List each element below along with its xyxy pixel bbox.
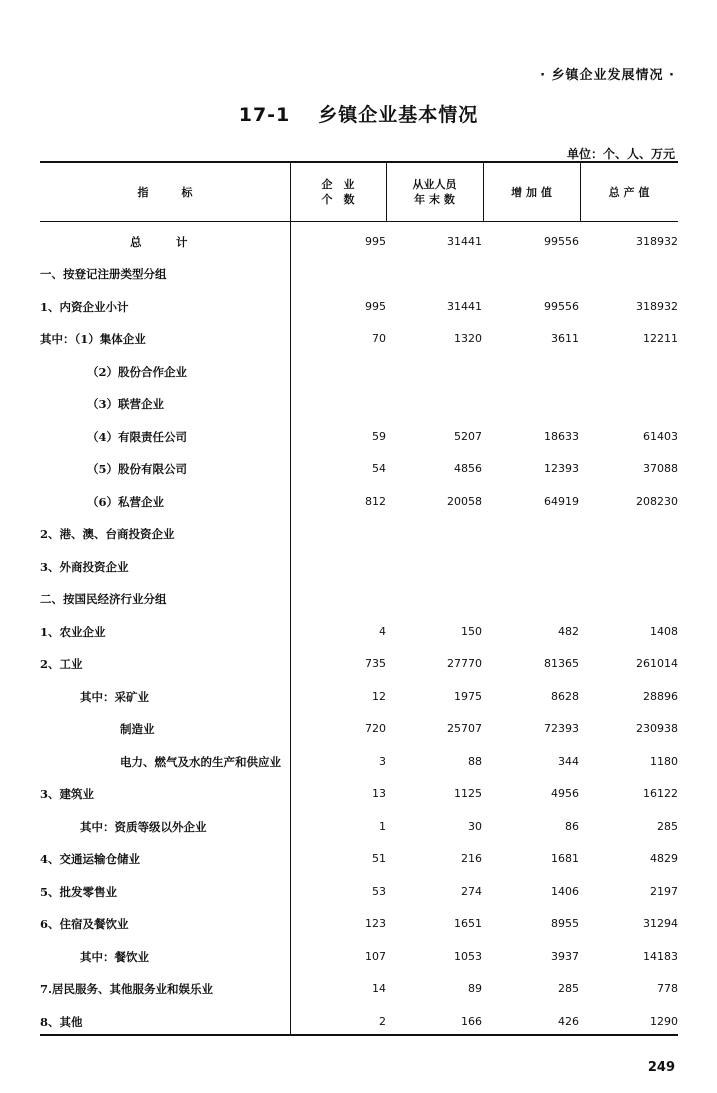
header-value-added: 增 加 值: [511, 185, 552, 199]
table-row: [40, 979, 678, 999]
row-value-c3: 4956: [551, 787, 579, 800]
table-row: [40, 882, 678, 902]
header-gross-output: 总 产 值: [608, 185, 650, 199]
row-value-c2: 216: [461, 852, 482, 865]
row-value-c2: 5207: [454, 430, 482, 443]
row-value-c4: 1180: [650, 755, 678, 768]
table-row: [40, 459, 678, 479]
running-header: · 乡镇企业发展情况 ·: [540, 68, 675, 83]
row-label: 6、住宿及餐饮业: [40, 917, 129, 931]
table-row: [40, 427, 678, 447]
row-value-c4: 2197: [650, 885, 678, 898]
row-value-c1: 14: [372, 982, 386, 995]
row-label: 2、工业: [40, 657, 83, 671]
row-label: 制造业: [120, 722, 155, 736]
row-value-c2: 166: [461, 1015, 482, 1028]
row-value-c4: 318932: [636, 235, 678, 248]
row-value-c4: 261014: [636, 657, 678, 670]
table-row: [40, 362, 678, 382]
row-value-c1: 3: [379, 755, 386, 768]
table-body: [40, 222, 678, 1034]
row-label: 其中：（1）集体企业: [40, 332, 146, 346]
row-value-c3: 72393: [544, 722, 579, 735]
table-row: [40, 817, 678, 837]
row-value-c1: 4: [379, 625, 386, 638]
table-bottom-rule: [40, 1034, 678, 1036]
row-value-c3: 99556: [544, 300, 579, 313]
row-value-c3: 1406: [551, 885, 579, 898]
row-value-c1: 995: [365, 300, 386, 313]
row-value-c4: 208230: [636, 495, 678, 508]
data-table: [40, 161, 678, 1036]
row-value-c1: 51: [372, 852, 386, 865]
row-value-c3: 344: [558, 755, 579, 768]
row-label: （4）有限责任公司: [87, 430, 188, 444]
row-label: 电力、燃气及水的生产和供应业: [120, 755, 281, 769]
table-row: [40, 719, 678, 739]
row-value-c2: 1651: [454, 917, 482, 930]
row-label: 5、批发零售业: [40, 885, 118, 899]
row-value-c2: 31441: [447, 235, 482, 248]
row-value-c2: 89: [468, 982, 482, 995]
row-value-c3: 18633: [544, 430, 579, 443]
table-header: [40, 163, 678, 222]
row-value-c2: 1975: [454, 690, 482, 703]
row-value-c4: 230938: [636, 722, 678, 735]
row-value-c4: 778: [657, 982, 678, 995]
row-label: （5）股份有限公司: [87, 462, 188, 476]
row-value-c3: 64919: [544, 495, 579, 508]
row-value-c2: 27770: [447, 657, 482, 670]
row-label: 总 计: [130, 235, 188, 249]
row-value-c2: 274: [461, 885, 482, 898]
row-value-c3: 482: [558, 625, 579, 638]
row-value-c1: 107: [365, 950, 386, 963]
row-label: 1、内资企业小计: [40, 300, 129, 314]
table-row: [40, 947, 678, 967]
row-value-c2: 1125: [454, 787, 482, 800]
row-label: 其中：采矿业: [80, 690, 149, 704]
unit-note: 单位：个、人、万元: [566, 147, 675, 161]
row-label: 2、港、澳、台商投资企业: [40, 527, 175, 541]
row-label: 其中：资质等级以外企业: [80, 820, 207, 834]
row-value-c4: 1408: [650, 625, 678, 638]
row-value-c1: 1: [379, 820, 386, 833]
row-label: 二、按国民经济行业分组: [40, 592, 167, 606]
row-value-c3: 8628: [551, 690, 579, 703]
row-label: 1、农业企业: [40, 625, 106, 639]
row-value-c2: 4856: [454, 462, 482, 475]
row-value-c4: 285: [657, 820, 678, 833]
table-row: [40, 394, 678, 414]
table-row: [40, 784, 678, 804]
table-row: [40, 492, 678, 512]
table-row: [40, 752, 678, 772]
row-value-c4: 12211: [643, 332, 678, 345]
row-value-c2: 31441: [447, 300, 482, 313]
table-row: [40, 232, 678, 252]
row-label: （3）联营企业: [87, 397, 165, 411]
row-value-c2: 1053: [454, 950, 482, 963]
row-value-c1: 735: [365, 657, 386, 670]
row-value-c1: 59: [372, 430, 386, 443]
table-number: 17-1: [238, 104, 291, 126]
table-row: [40, 329, 678, 349]
table-row: [40, 297, 678, 317]
table-title: 乡镇企业基本情况: [318, 104, 479, 126]
row-label: 其中：餐饮业: [80, 950, 149, 964]
row-value-c4: 4829: [650, 852, 678, 865]
row-value-c4: 28896: [643, 690, 678, 703]
row-label: 3、外商投资企业: [40, 560, 129, 574]
table-row: [40, 687, 678, 707]
row-label: 一、按登记注册类型分组: [40, 267, 167, 281]
row-value-c4: 16122: [643, 787, 678, 800]
row-value-c1: 812: [365, 495, 386, 508]
table-row: [40, 524, 678, 544]
page-number: 249: [647, 1060, 675, 1075]
row-value-c4: 61403: [643, 430, 678, 443]
row-value-c1: 720: [365, 722, 386, 735]
table-row: [40, 622, 678, 642]
row-value-c1: 12: [372, 690, 386, 703]
row-value-c3: 1681: [551, 852, 579, 865]
row-value-c2: 88: [468, 755, 482, 768]
row-value-c3: 285: [558, 982, 579, 995]
row-value-c3: 99556: [544, 235, 579, 248]
page-title: [0, 100, 717, 127]
row-value-c3: 12393: [544, 462, 579, 475]
table-row: [40, 1012, 678, 1032]
row-value-c1: 70: [372, 332, 386, 345]
row-label: （6）私营企业: [87, 495, 165, 509]
row-value-c2: 30: [468, 820, 482, 833]
row-value-c1: 54: [372, 462, 386, 475]
row-label: 3、建筑业: [40, 787, 95, 801]
row-value-c1: 53: [372, 885, 386, 898]
row-value-c4: 14183: [643, 950, 678, 963]
row-label: （2）股份合作企业: [87, 365, 188, 379]
table-row: [40, 654, 678, 674]
row-value-c2: 25707: [447, 722, 482, 735]
header-enterprise-count: 企 业 个 数: [321, 178, 355, 206]
row-value-c4: 1290: [650, 1015, 678, 1028]
table-row: [40, 914, 678, 934]
row-value-c1: 123: [365, 917, 386, 930]
row-value-c3: 426: [558, 1015, 579, 1028]
row-value-c2: 150: [461, 625, 482, 638]
table-row: [40, 849, 678, 869]
row-value-c1: 995: [365, 235, 386, 248]
row-value-c1: 13: [372, 787, 386, 800]
row-value-c4: 31294: [643, 917, 678, 930]
table-row: [40, 589, 678, 609]
table-row: [40, 264, 678, 284]
row-value-c4: 37088: [643, 462, 678, 475]
row-value-c2: 1320: [454, 332, 482, 345]
row-label: 4、交通运输仓储业: [40, 852, 141, 866]
row-value-c3: 86: [565, 820, 579, 833]
row-value-c3: 3937: [551, 950, 579, 963]
header-employees: 从业人员 年 末 数: [412, 178, 457, 206]
row-label: 7.居民服务、其他服务业和娱乐业: [40, 982, 214, 996]
row-value-c3: 81365: [544, 657, 579, 670]
row-value-c4: 318932: [636, 300, 678, 313]
table-row: [40, 557, 678, 577]
row-value-c1: 2: [379, 1015, 386, 1028]
header-indicator: 指 标: [137, 185, 193, 199]
row-value-c2: 20058: [447, 495, 482, 508]
row-value-c3: 8955: [551, 917, 579, 930]
row-value-c3: 3611: [551, 332, 579, 345]
row-label: 8、其他: [40, 1015, 83, 1029]
